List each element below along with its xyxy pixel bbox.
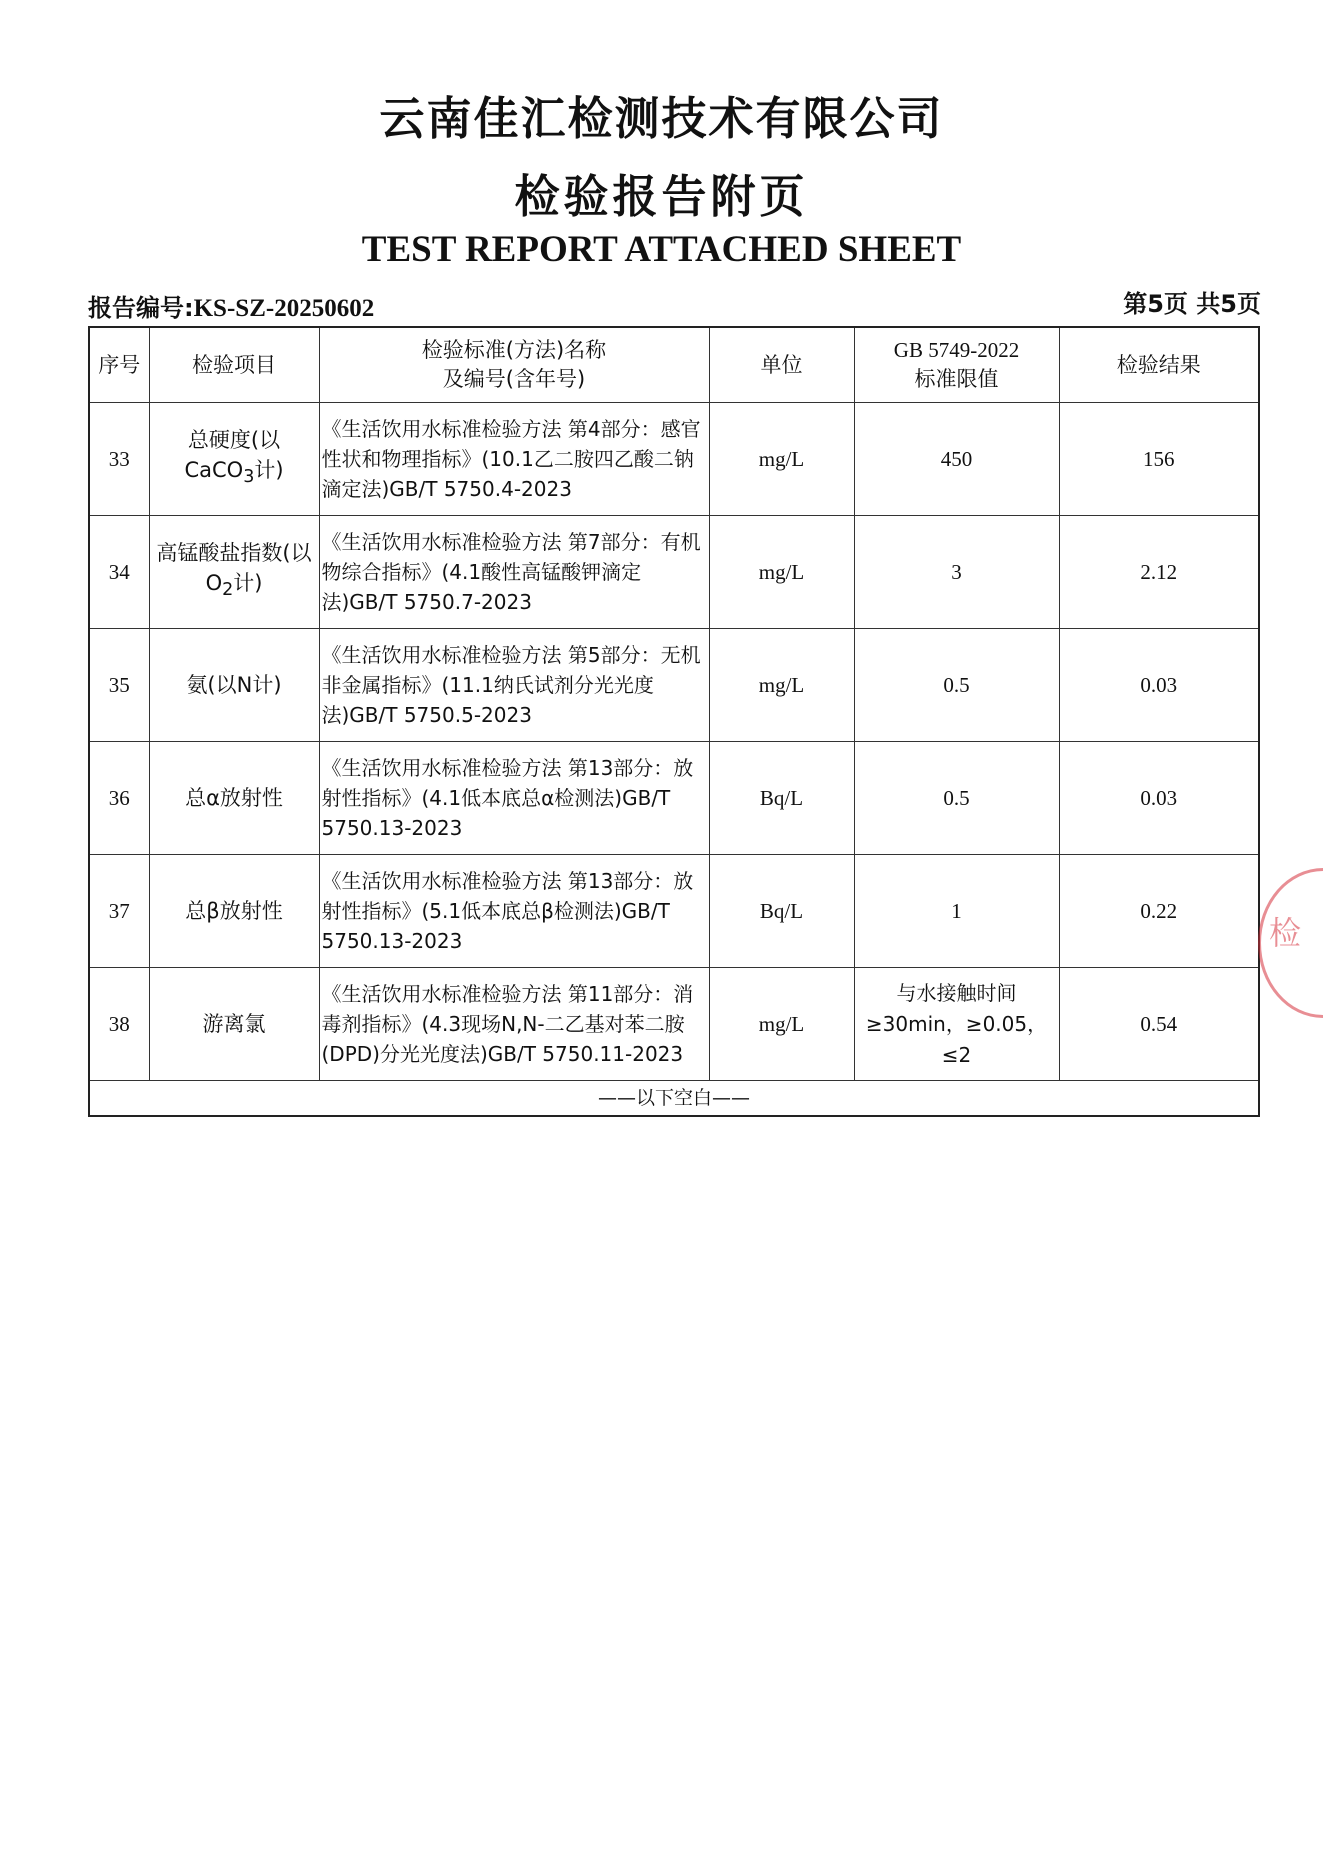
row-method: 《生活饮用水标准检验方法 第4部分：感官性状和物理指标》(10.1乙二胺四乙酸二钠滴定法)GB/T 5750.4-2023 — [319, 403, 709, 516]
table-row — [89, 742, 1259, 855]
col-header-limit — [854, 327, 1059, 403]
report-number — [88, 288, 374, 323]
row-method: 《生活饮用水标准检验方法 第7部分：有机物综合指标》(4.1酸性高锰酸钾滴定法)GB/T 5750.7-2023 — [319, 516, 709, 629]
row-result: 156 — [1059, 403, 1259, 516]
row-item — [149, 403, 319, 516]
col-header-limit-line2: 标准限值 — [914, 367, 999, 391]
row-item: 总α放射性 — [149, 742, 319, 855]
table-row — [89, 855, 1259, 968]
row-method: 《生活饮用水标准检验方法 第11部分：消毒剂指标》(4.3现场N,N-二乙基对苯二胺(DPD)分光光度法)GB/T 5750.11-2023 — [319, 968, 709, 1081]
row-limit: 1 — [854, 855, 1059, 968]
row-result: 2.12 — [1059, 516, 1259, 629]
report-number-label: 报告编号: — [88, 294, 194, 322]
col-header-method — [319, 327, 709, 403]
row-item-suffix: 计) — [233, 571, 263, 596]
row-result: 0.03 — [1059, 629, 1259, 742]
col-header-unit: 单位 — [709, 327, 854, 403]
row-seq: 33 — [89, 403, 149, 516]
row-item: 总β放射性 — [149, 855, 319, 968]
row-item-text: 总硬度(以CaCO — [184, 428, 281, 483]
row-seq: 35 — [89, 629, 149, 742]
row-seq: 37 — [89, 855, 149, 968]
row-result: 0.54 — [1059, 968, 1259, 1081]
col-header-seq: 序号 — [89, 327, 149, 403]
row-unit: mg/L — [709, 403, 854, 516]
results-table — [88, 326, 1260, 1117]
row-seq: 34 — [89, 516, 149, 629]
row-limit: 450 — [854, 403, 1059, 516]
seal-text: 检 — [1269, 914, 1302, 952]
row-item-suffix: 计) — [254, 458, 284, 483]
table-footer-row — [89, 1081, 1259, 1117]
col-header-item: 检验项目 — [149, 327, 319, 403]
row-unit: mg/L — [709, 968, 854, 1081]
row-unit: Bq/L — [709, 855, 854, 968]
row-seq: 38 — [89, 968, 149, 1081]
row-seq: 36 — [89, 742, 149, 855]
col-header-limit-line1: GB 5749-2022 — [893, 338, 1020, 362]
page-info: 第5页 共5页 — [1123, 290, 1261, 318]
row-method: 《生活饮用水标准检验方法 第13部分：放射性指标》(4.1低本底总α检测法)GB/T 5750.13-2023 — [319, 742, 709, 855]
table-row — [89, 629, 1259, 742]
row-item — [149, 516, 319, 629]
table-row — [89, 403, 1259, 516]
table-row — [89, 968, 1259, 1081]
row-result: 0.22 — [1059, 855, 1259, 968]
row-item-subscript: 2 — [222, 580, 234, 601]
company-title: 云南佳汇检测技术有限公司 — [379, 92, 944, 145]
row-limit: 0.5 — [854, 629, 1059, 742]
row-limit: 0.5 — [854, 742, 1059, 855]
row-item: 氨(以N计) — [149, 629, 319, 742]
row-method: 《生活饮用水标准检验方法 第5部分：无机非金属指标》(11.1纳氏试剂分光光度法)GB/T 5750.5-2023 — [319, 629, 709, 742]
row-method: 《生活饮用水标准检验方法 第13部分：放射性指标》(5.1低本底总β检测法)GB/T 5750.13-2023 — [319, 855, 709, 968]
row-item: 游离氯 — [149, 968, 319, 1081]
row-limit: 3 — [854, 516, 1059, 629]
col-header-method-line1: 检验标准(方法)名称 — [421, 338, 607, 362]
row-limit: 与水接触时间≥30min，≥0.05，≤2 — [854, 968, 1059, 1081]
official-seal-stamp — [1258, 868, 1323, 1018]
row-unit: mg/L — [709, 629, 854, 742]
report-number-value: KS-SZ-20250602 — [193, 295, 375, 322]
row-unit: Bq/L — [709, 742, 854, 855]
report-title-en: TEST REPORT ATTACHED SHEET — [361, 229, 962, 270]
row-item-subscript: 3 — [243, 467, 255, 488]
row-unit: mg/L — [709, 516, 854, 629]
row-item-text: 高锰酸盐指数(以O — [156, 541, 312, 596]
report-subtitle: 检验报告附页 — [514, 170, 809, 223]
table-row — [89, 516, 1259, 629]
table-header-row — [89, 327, 1259, 403]
row-result: 0.03 — [1059, 742, 1259, 855]
col-header-result: 检验结果 — [1059, 327, 1259, 403]
blank-below-note: ——以下空白—— — [89, 1081, 1259, 1117]
col-header-method-line2: 及编号(含年号) — [442, 367, 586, 391]
